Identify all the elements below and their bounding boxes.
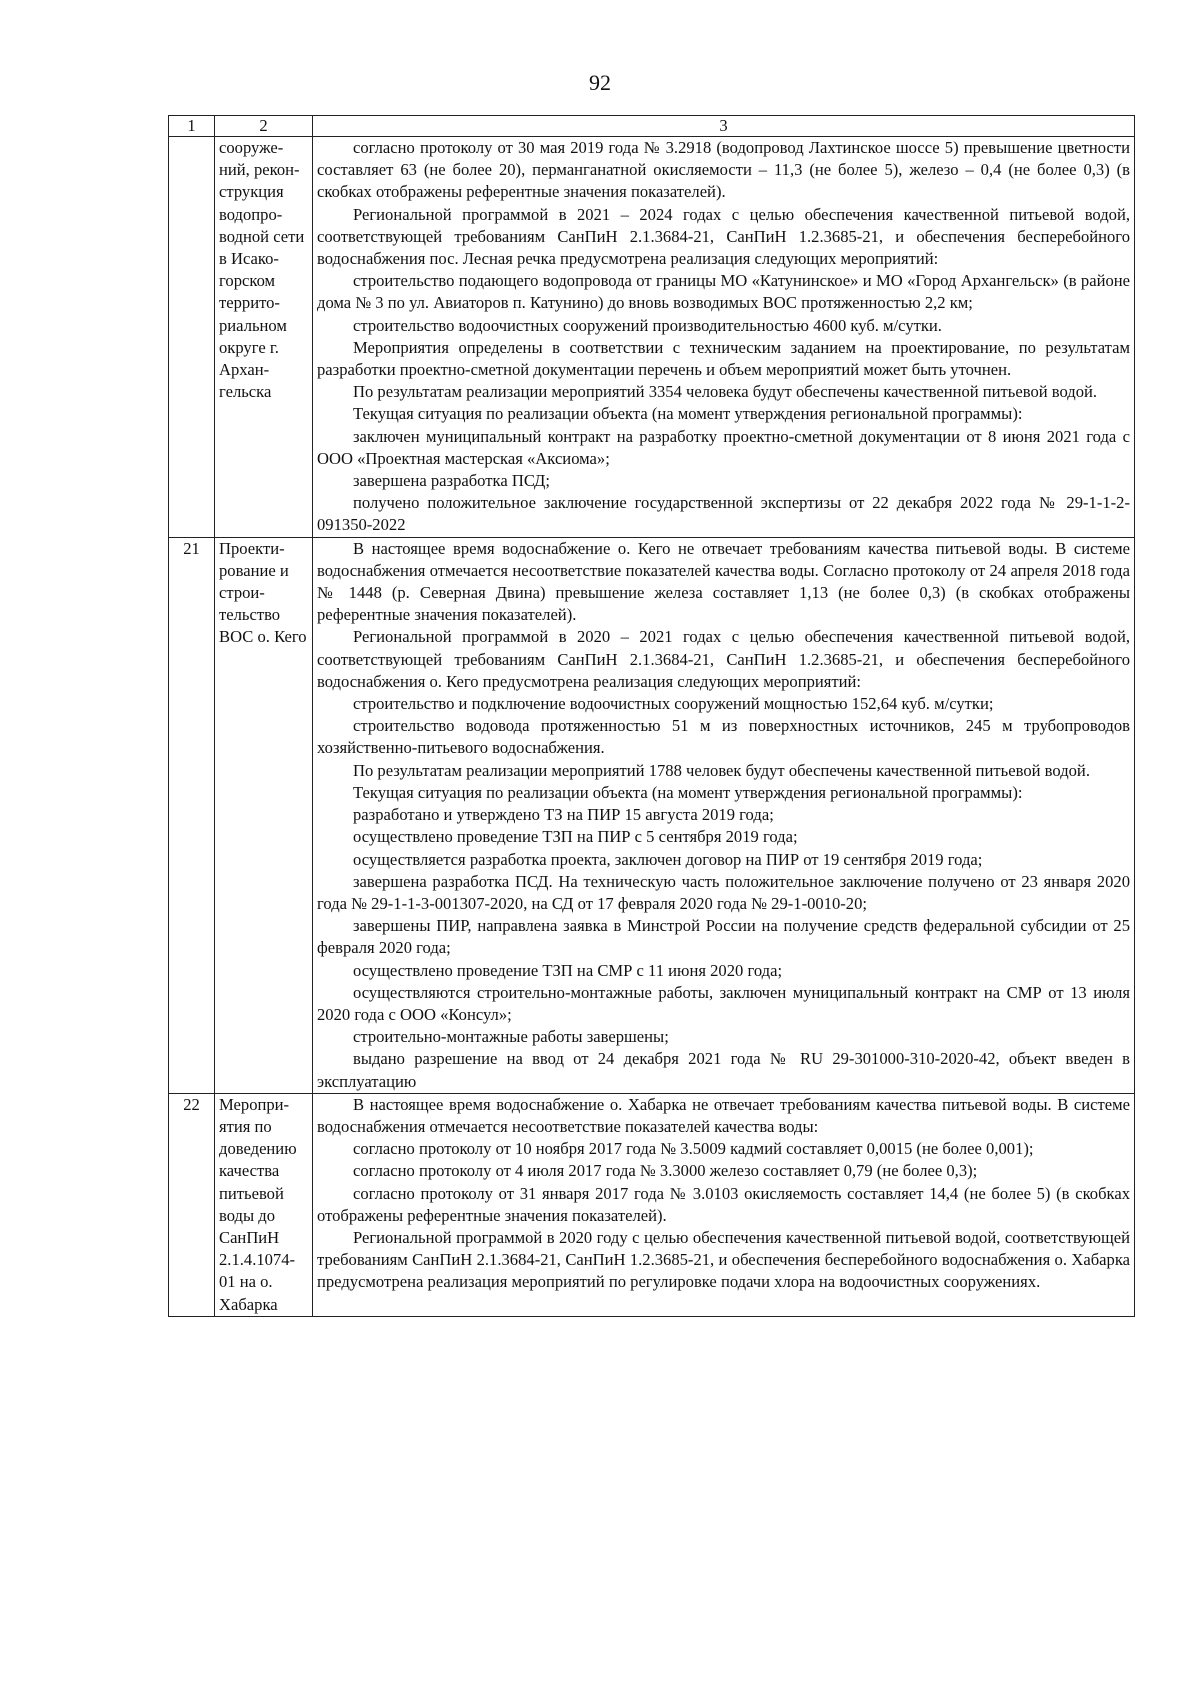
- paragraph: выдано разрешение на ввод от 24 декабря 2021 года № RU 29-301000-310-2020-42, объект введен в эксплуатацию: [317, 1049, 1130, 1091]
- column-header-3: 3: [313, 116, 1135, 137]
- paragraph: разработано и утверждено ТЗ на ПИР 15 августа 2019 года;: [353, 805, 774, 825]
- paragraph: заключен муниципальный контракт на разработку проектно-сметной документации от 8 июня 2021 года с ООО «Проектная мастерская «Аксиома»;: [317, 426, 1130, 468]
- paragraph: Мероприятия определены в соответствии с техническим заданием на проектирование, по результатам разработки проектно-сметной документации перечень и объем мероприятий может быть уточнен.: [317, 337, 1130, 380]
- paragraph: По результатам реализации мероприятий 1788 человек будут обеспечены качественной питьевой водой.: [353, 760, 1090, 780]
- paragraph: По результатам реализации мероприятий 3354 человека будут обеспечены качественной питьевой водой.: [353, 382, 1098, 402]
- paragraph: согласно протоколу от 31 января 2017 года № 3.0103 окисляемость составляет 14,4 (не более 5) (в скобках отображены референтные значения показателей).: [317, 1183, 1130, 1225]
- paragraph: завершены ПИР, направлена заявка в Минстрой России на получение средств федеральной субсидии от 25 февраля 2020 года;: [317, 916, 1130, 958]
- paragraph: В настоящее время водоснабжение о. Хабарка не отвечает требованиям качества питьевой воды. В системе водоснабжения отмечается несоответствие показателей качества воды:: [317, 1094, 1130, 1136]
- page-number: 92: [589, 70, 611, 95]
- paragraph: Региональной программой в 2020 году с целью обеспечения качественной питьевой водой, соответствующей требованиям СанПиН 2.1.3684-21, СанПиН 1.2.3685-21, и обеспечения бесперебойного водоснабжения о. Хабарка предусмотрена реализация мероприятий по регулировке подачи хлора на водоочистных сооружениях.: [317, 1227, 1130, 1292]
- measure-name: Меропри-ятия по доведению качества питьевой воды до СанПиН 2.1.4.1074-01 на о. Хабарка: [215, 1093, 313, 1316]
- measure-description: [313, 137, 1135, 538]
- row-number: [169, 137, 215, 538]
- table-row: [169, 137, 1135, 538]
- table-row: [169, 1093, 1135, 1316]
- paragraph: завершена разработка ПСД;: [353, 471, 550, 491]
- paragraph: строительно-монтажные работы завершены;: [353, 1027, 669, 1047]
- table-header-row: [169, 116, 1135, 137]
- program-table: [168, 115, 1135, 1317]
- measure-description: [313, 1093, 1135, 1316]
- paragraph: строительство водоочистных сооружений производительностью 4600 куб. м/сутки.: [353, 315, 942, 335]
- paragraph: осуществляются строительно-монтажные работы, заключен муниципальный контракт на СМР от 13 июля 2020 года с ООО «Консул»;: [317, 982, 1130, 1024]
- paragraph: Текущая ситуация по реализации объекта (на момент утверждения региональной программы):: [353, 782, 1023, 802]
- paragraph: строительство и подключение водоочистных сооружений мощностью 152,64 куб. м/сутки;: [353, 694, 994, 714]
- paragraph: согласно протоколу от 30 мая 2019 года № 3.2918 (водопровод Лахтинское шоссе 5) превышение цветности составляет 63 (не более 20), перманганатной окисляемости – 11,3 (не более 5), железо – 0,4 (не более 0,3) (в скобках отображены референтные значения показателей).: [317, 138, 1130, 202]
- paragraph: согласно протоколу от 10 ноября 2017 года № 3.5009 кадмий составляет 0,0015 (не более 0,001);: [353, 1139, 1034, 1159]
- paragraph: осуществляется разработка проекта, заключен договор на ПИР от 19 сентября 2019 года;: [353, 849, 983, 869]
- paragraph: Текущая ситуация по реализации объекта (на момент утверждения региональной программы):: [353, 404, 1023, 424]
- column-header-2: 2: [215, 116, 313, 137]
- measure-description: [313, 537, 1135, 1093]
- table-row: [169, 537, 1135, 1093]
- paragraph: осуществлено проведение ТЗП на СМР с 11 июня 2020 года;: [353, 960, 783, 980]
- column-header-1: 1: [169, 116, 215, 137]
- paragraph: В настоящее время водоснабжение о. Кего не отвечает требованиям качества питьевой воды. В системе водоснабжения отмечается несоответствие показателей качества воды. Согласно протоколу от 24 апреля 2018 года № 1448 (р. Северная Двина) превышение железа составляет 1,13 (не более 0,3) (в скобках отображены референтные значения показателей).: [317, 538, 1130, 625]
- paragraph: осуществлено проведение ТЗП на ПИР с 5 сентября 2019 года;: [353, 827, 798, 847]
- row-number: 21: [169, 537, 215, 1093]
- paragraph: согласно протоколу от 4 июля 2017 года № 3.3000 железо составляет 0,79 (не более 0,3);: [353, 1161, 978, 1181]
- measure-name: Проекти-рование и строи-тельство ВОС о. Кего: [215, 537, 313, 1093]
- measure-name: сооруже-ний, рекон-струкция водопро-водной сети в Исако-горском террито-риальном округе г. Архан-гельска: [215, 137, 313, 538]
- row-number: 22: [169, 1093, 215, 1316]
- paragraph: Региональной программой в 2020 – 2021 годах с целью обеспечения качественной питьевой водой, соответствующей требованиям СанПиН 2.1.3684-21, СанПиН 1.2.3685-21, и обеспечения бесперебойного водоснабжения о. Кего предусмотрена реализация следующих мероприятий:: [317, 627, 1130, 691]
- paragraph: получено положительное заключение государственной экспертизы от 22 декабря 2022 года № 29-1-1-2-091350-2022: [317, 493, 1130, 535]
- paragraph: строительство водовода протяженностью 51 м из поверхностных источников, 245 м трубопроводов хозяйственно-питьевого водоснабжения.: [317, 716, 1130, 758]
- paragraph: завершена разработка ПСД. На техническую часть положительное заключение получено от 23 января 2020 года № 29-1-1-3-001307-2020, на СД от 17 февраля 2020 года № 29-1-0010-20;: [317, 871, 1130, 913]
- paragraph: Региональной программой в 2021 – 2024 годах с целью обеспечения качественной питьевой водой, соответствующей требованиям СанПиН 2.1.3684-21, СанПиН 1.2.3685-21, и обеспечения бесперебойного водоснабжения пос. Лесная речка предусмотрена реализация следующих мероприятий:: [317, 204, 1130, 269]
- paragraph: строительство подающего водопровода от границы МО «Катунинское» и МО «Город Архангельск» (в районе дома № 3 по ул. Авиаторов п. Катунино) до вновь возводимых ВОС протяженностью 2,2 км;: [317, 271, 1130, 313]
